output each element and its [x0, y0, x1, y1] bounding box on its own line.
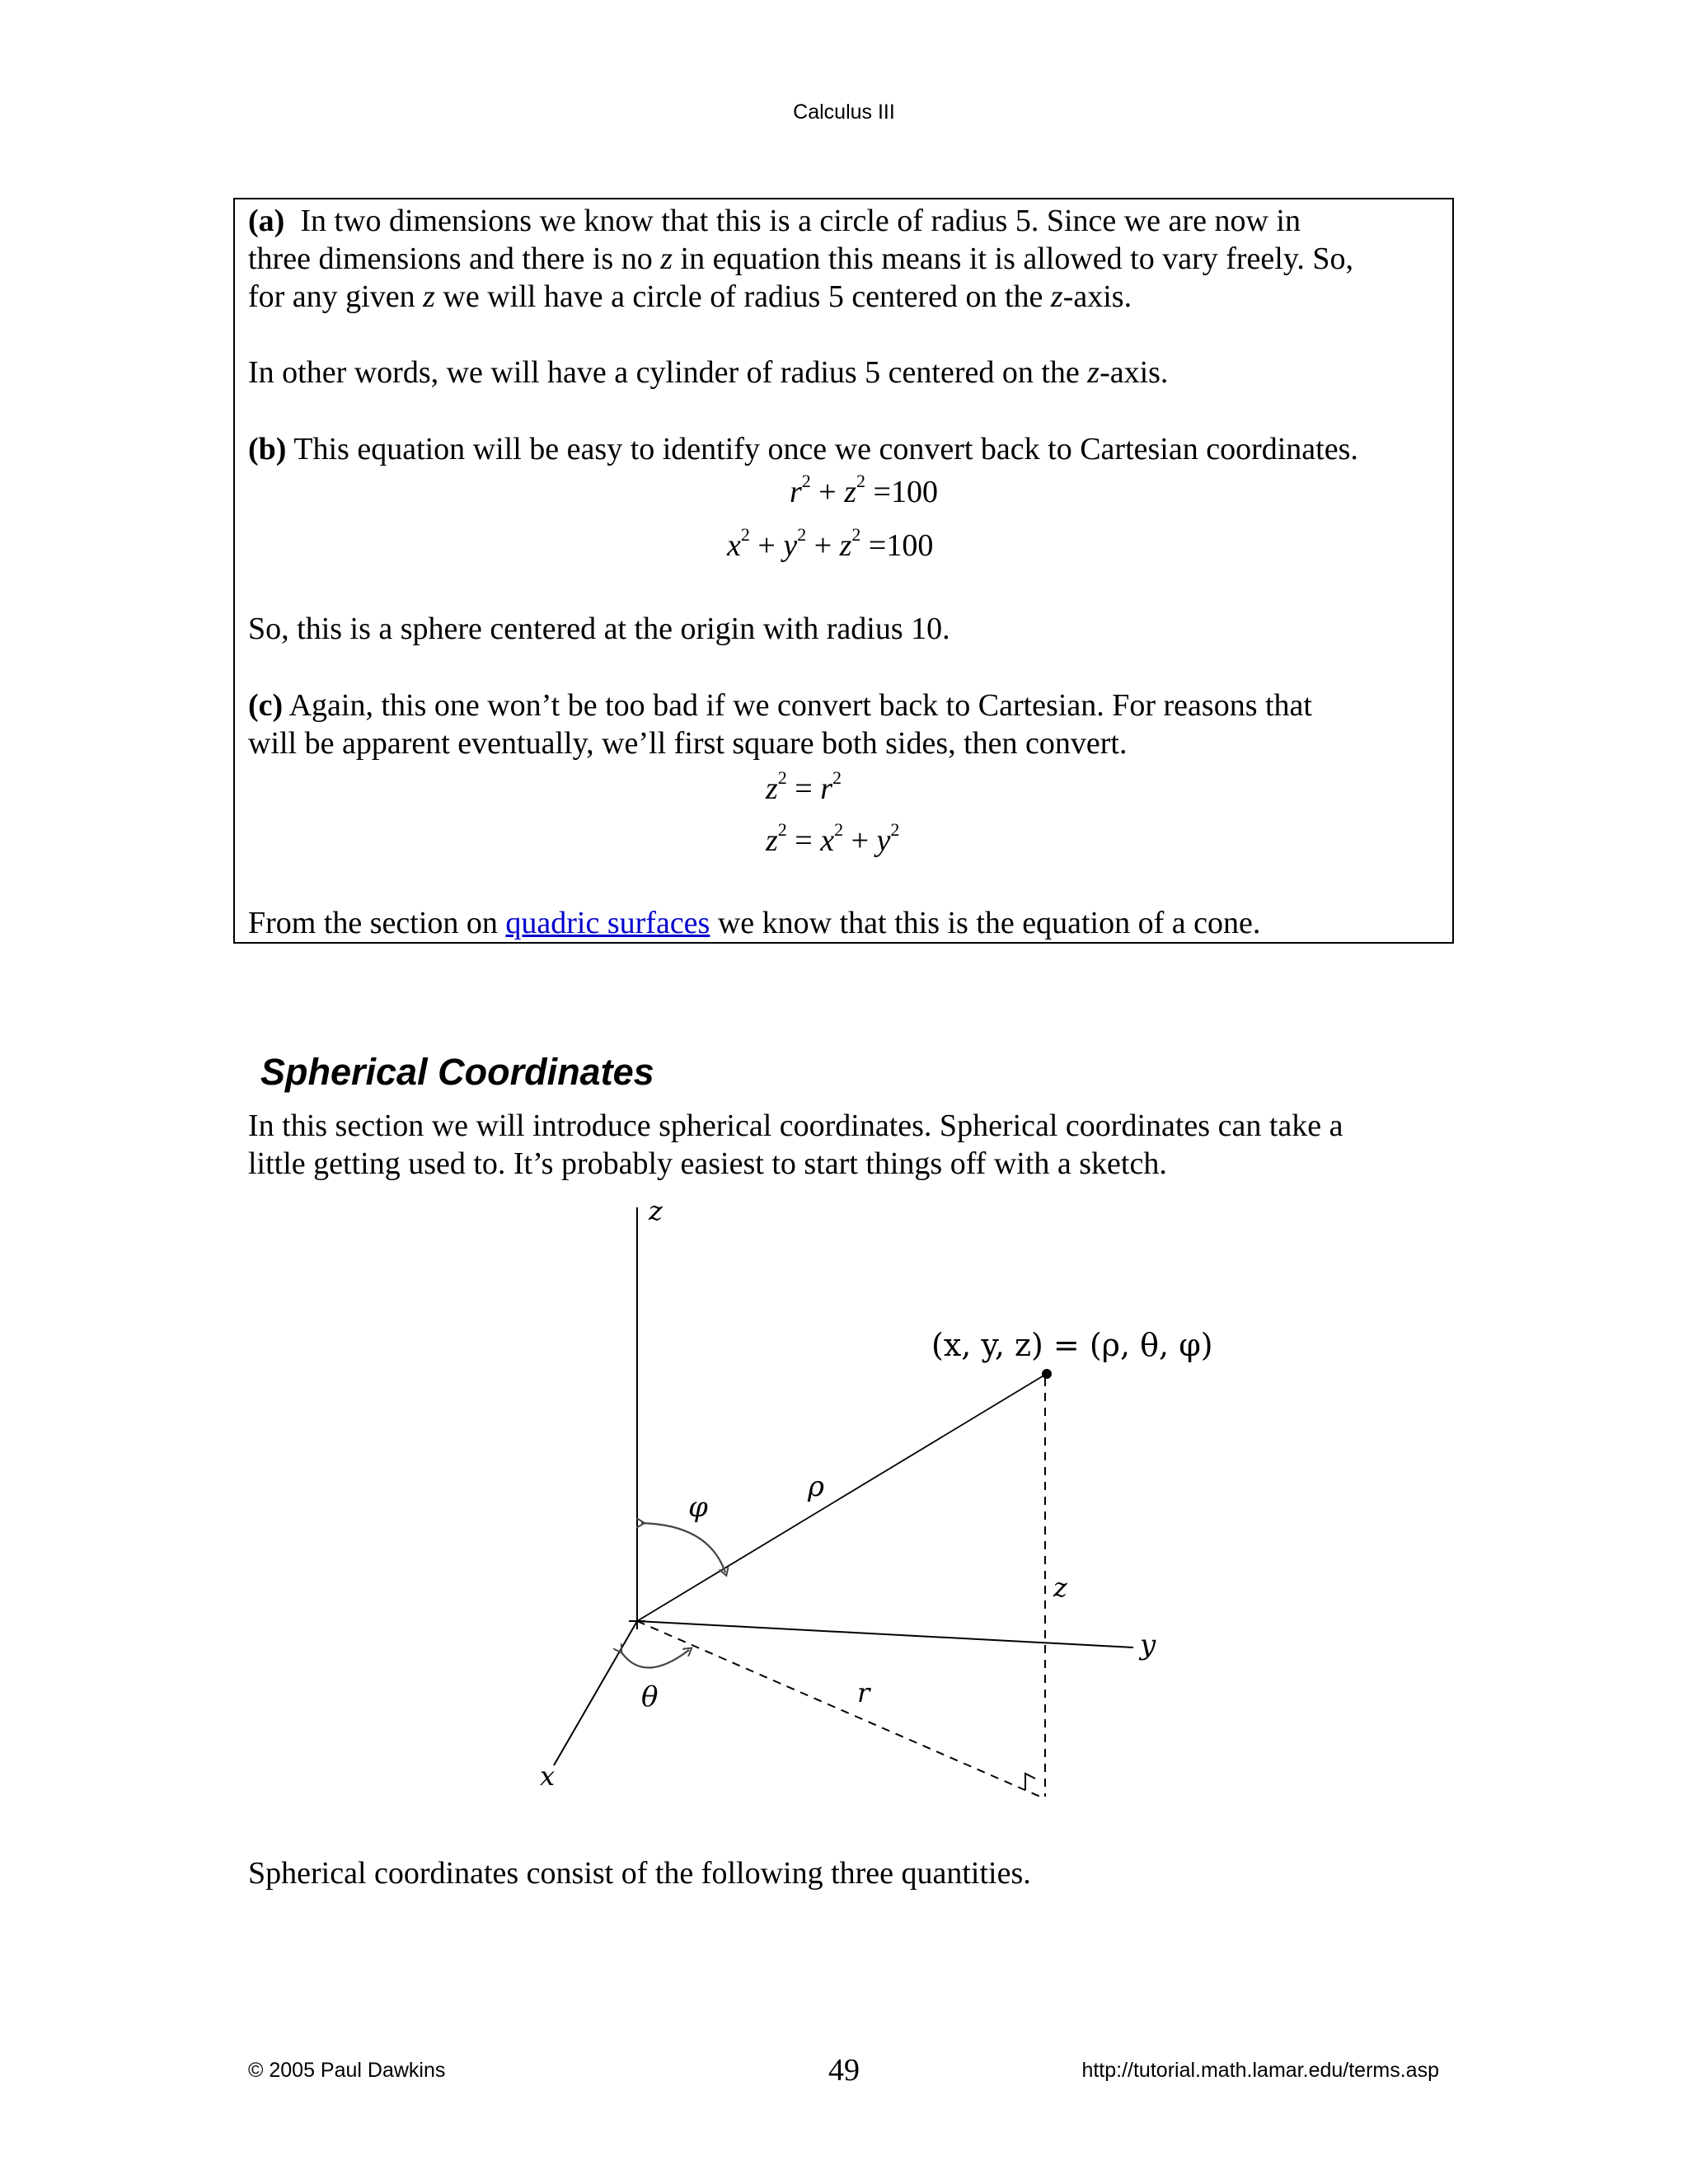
- x-axis-line: [554, 1621, 637, 1765]
- point-label: (x, y, z) = (ρ, θ, φ): [931, 1327, 1213, 1363]
- page-header: Calculus III: [793, 101, 895, 124]
- part-a-line2-post: in equation this means it is allowed to vary freely. So,: [673, 241, 1353, 276]
- part-b-label: (b): [248, 432, 287, 466]
- section-title: Spherical Coordinates: [260, 1051, 654, 1093]
- equation-b1: $r^2 + z^2 =100$: [790, 471, 938, 509]
- right-angle-mark: [1025, 1774, 1035, 1790]
- closing-sentence: Spherical coordinates consist of the following three quantities.: [248, 1856, 1031, 1891]
- part-a-other-post: -axis.: [1100, 355, 1169, 390]
- z-height-label: z: [1053, 1572, 1067, 1603]
- part-c-line2: will be apparent eventually, we’ll first square both sides, then convert.: [248, 726, 1128, 761]
- part-b-conclusion: So, this is a sphere centered at the origin with radius 10.: [248, 612, 950, 646]
- part-a-other-words: [248, 354, 1447, 391]
- rho-label: ρ: [808, 1470, 824, 1503]
- phi-label: φ: [688, 1491, 708, 1524]
- part-c-line1: Again, this one won’t be too bad if we convert back to Cartesian. For reasons that: [288, 688, 1312, 723]
- part-a-z: z: [423, 279, 435, 314]
- footer-url: http://tutorial.math.lamar.edu/terms.asp: [1081, 2059, 1439, 2082]
- part-a-label: (a): [248, 204, 285, 238]
- part-c-label: (c): [248, 688, 284, 723]
- y-axis-line: [637, 1621, 1133, 1647]
- y-axis-label: y: [1140, 1629, 1156, 1661]
- part-b-paragraph: [248, 430, 1447, 468]
- equation-b2: $x^2 + y^2 + z^2 =100$: [727, 524, 934, 563]
- phi-arc: [641, 1523, 725, 1572]
- part-a-z: z: [1050, 279, 1063, 314]
- r-label: r: [857, 1677, 870, 1708]
- point-marker: [1042, 1369, 1052, 1379]
- part-a-line3-mid: we will have a circle of radius 5 centered on the: [434, 279, 1051, 314]
- x-axis-label: x: [540, 1760, 556, 1792]
- part-b-text: This equation will be easy to identify once we convert back to Cartesian coordinates.: [293, 432, 1358, 466]
- equation-c2: $z^2 = x^2 + y^2$: [766, 819, 900, 858]
- part-a-line1: In two dimensions we know that this is a circle of radius 5. Since we are now in: [300, 204, 1301, 238]
- part-a-line3-pre: for any given: [248, 279, 424, 314]
- r-dashed-line: [637, 1621, 1040, 1797]
- footer-copyright: © 2005 Paul Dawkins: [248, 2059, 446, 2082]
- part-c-conclusion: [248, 904, 1447, 942]
- part-a-other-pre: In other words, we will have a cylinder of radius 5 centered on the: [248, 355, 1088, 390]
- z-axis-label: z: [649, 1195, 663, 1226]
- part-a-line3-post: -axis.: [1062, 279, 1132, 314]
- intro-line1: In this section we will introduce spherical coordinates. Spherical coordinates can take a: [248, 1108, 1343, 1143]
- intro-line2: little getting used to. It’s probably easiest to start things off with a sketch.: [248, 1146, 1167, 1181]
- quadric-surfaces-link[interactable]: quadric surfaces: [505, 906, 710, 940]
- part-a-paragraph: [248, 202, 1447, 316]
- footer-page-number: 49: [828, 2053, 860, 2088]
- part-c-conclusion-post: we know that this is the equation of a cone.: [710, 906, 1261, 940]
- equation-c1: $z^2 = r^2$: [766, 767, 842, 806]
- theta-arc: [620, 1650, 689, 1668]
- part-c-paragraph: [248, 687, 1447, 762]
- part-a-z: z: [1087, 355, 1100, 390]
- section-intro: [248, 1107, 1447, 1183]
- part-a-z: z: [660, 241, 673, 276]
- theta-label: θ: [641, 1680, 659, 1713]
- part-a-line2-pre: three dimensions and there is no: [248, 241, 661, 276]
- spherical-coordinates-diagram: [528, 1187, 1220, 1813]
- part-c-conclusion-pre: From the section on: [248, 906, 506, 940]
